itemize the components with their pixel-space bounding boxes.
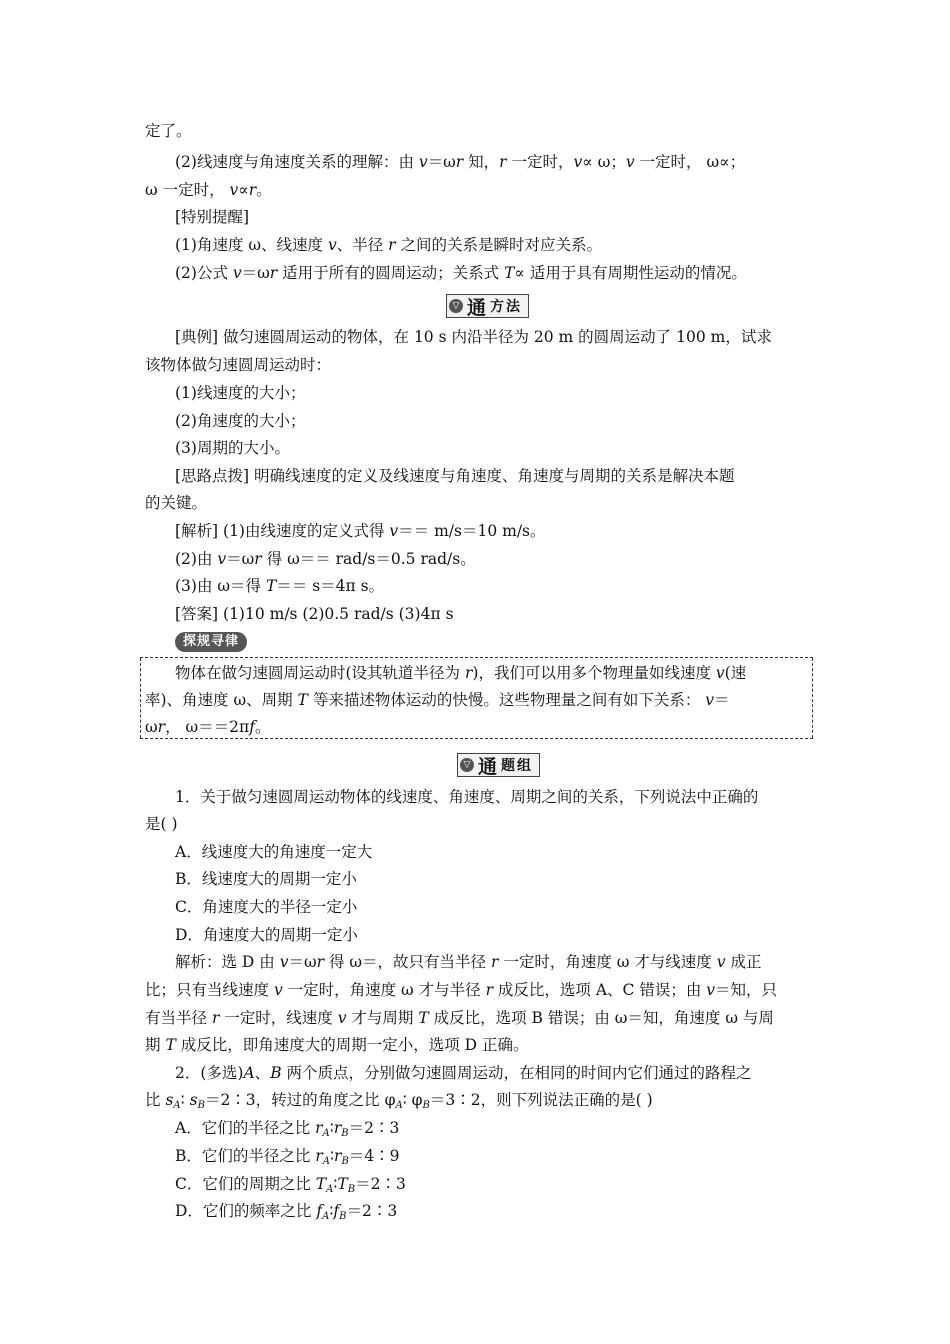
question-stem: 1．关于做匀速圆周运动物体的线速度、角速度、周期之间的关系，下列说法中正确的 bbox=[175, 788, 759, 806]
section-heading: [特别提醒] bbox=[175, 208, 250, 226]
triangle-down-icon: ▽ bbox=[460, 758, 474, 772]
text-line: 率)、角速度 ω、周期 T 等来描述物体运动的快慢。这些物理量之间有如下关系： v＝ bbox=[145, 691, 730, 709]
rule-tag: 探规寻律 bbox=[175, 632, 247, 652]
text-line: (2)由 v＝ωr 得 ω＝＝ rad/s＝0.5 rad/s。 bbox=[175, 550, 476, 568]
option-c: C．角速度大的半径一定小 bbox=[175, 898, 358, 916]
text-line: 物体在做匀速圆周运动时(设其轨道半径为 r)，我们可以用多个物理量如线速度 v(速 bbox=[175, 664, 747, 682]
text-line: 定了。 bbox=[145, 122, 192, 140]
solution-line: 解析：选 D 由 v＝ωr 得 ω＝，故只有当半径 r 一定时，角速度 ω 才与线速度 v 成正 bbox=[175, 953, 762, 971]
option-b: B．它们的半径之比 $r_A∶r_B=4∶9$ bbox=[175, 1147, 400, 1167]
text-line: (2)公式 v＝ωr 适用于所有的圆周运动；关系式 T∝ 适用于具有周期性运动的情况。 bbox=[175, 264, 747, 282]
solution-line: 期 T 成反比，即角速度大的周期一定小，选项 D 正确。 bbox=[145, 1036, 529, 1054]
text-line: (2)线速度与角速度关系的理解：由 v＝ωr 知，r 一定时，v∝ ω；v 一定时， ω∝； bbox=[175, 153, 746, 171]
option-a: A．它们的半径之比 $r_A∶r_B=2∶3$ bbox=[175, 1119, 400, 1139]
text-line: (3)由 ω＝得 T＝＝ s＝4π s。 bbox=[175, 577, 385, 595]
list-item: (2)角速度的大小； bbox=[175, 412, 306, 430]
solution-line: 有当半径 r 一定时，线速度 v 才与周期 T 成反比，选项 B 错误；由 ω＝知，角速度 ω 与周 bbox=[145, 1009, 774, 1027]
text-line: ωr， ω＝＝2πf。 bbox=[145, 718, 271, 736]
text-line: 该物体做匀速圆周运动时： bbox=[145, 356, 332, 374]
question-stem: 比 $s_A∶$ $s_B=2∶3$，转过的角度之比 $\varphi_A∶$ $\varphi_B=3∶2$，则下列说法正确的是( ) bbox=[145, 1091, 653, 1111]
solution-line: 比；只有当线速度 v 一定时，角速度 ω 才与半径 r 成反比，选项 A、C 错误；由 v＝知，只 bbox=[145, 981, 778, 999]
triangle-down-icon: ▽ bbox=[449, 299, 463, 313]
section-badge-method: ▽ 通 方法 bbox=[446, 294, 529, 318]
text-line: ω 一定时， v∝r。 bbox=[145, 181, 272, 199]
text-line: [典例] 做匀速圆周运动的物体，在 10 s 内沿半径为 20 m 的圆周运动了 100 m，试求 bbox=[175, 328, 772, 346]
section-badge-problems: ▽ 通 题组 bbox=[457, 753, 540, 777]
text-line: [解析] (1)由线速度的定义式得 v＝＝ m/s＝10 m/s。 bbox=[175, 522, 546, 540]
text-line: 的关键。 bbox=[145, 494, 208, 512]
question-stem: 是( ) bbox=[145, 815, 178, 833]
option-d: D．角速度大的周期一定小 bbox=[175, 926, 358, 944]
list-item: (1)线速度的大小； bbox=[175, 384, 306, 402]
option-b: B．线速度大的周期一定小 bbox=[175, 870, 357, 888]
list-item: (3)周期的大小。 bbox=[175, 439, 290, 457]
option-c: C．它们的周期之比 $T_A∶T_B=2∶3$ bbox=[175, 1175, 406, 1195]
text-line: [思路点拨] 明确线速度的定义及线速度与角速度、角速度与周期的关系是解决本题 bbox=[175, 467, 735, 485]
option-d: D．它们的频率之比 $f_A∶f_B=2∶3$ bbox=[175, 1202, 398, 1222]
question-stem: 2．(多选)A、B 两个质点，分别做匀速圆周运动，在相同的时间内它们通过的路程之 bbox=[175, 1064, 752, 1082]
option-a: A．线速度大的角速度一定大 bbox=[175, 843, 373, 861]
answer-line: [答案] (1)10 m/s (2)0.5 rad/s (3)4π s bbox=[175, 605, 454, 623]
text-line: (1)角速度 ω、线速度 v、半径 r 之间的关系是瞬时对应关系。 bbox=[175, 236, 603, 254]
